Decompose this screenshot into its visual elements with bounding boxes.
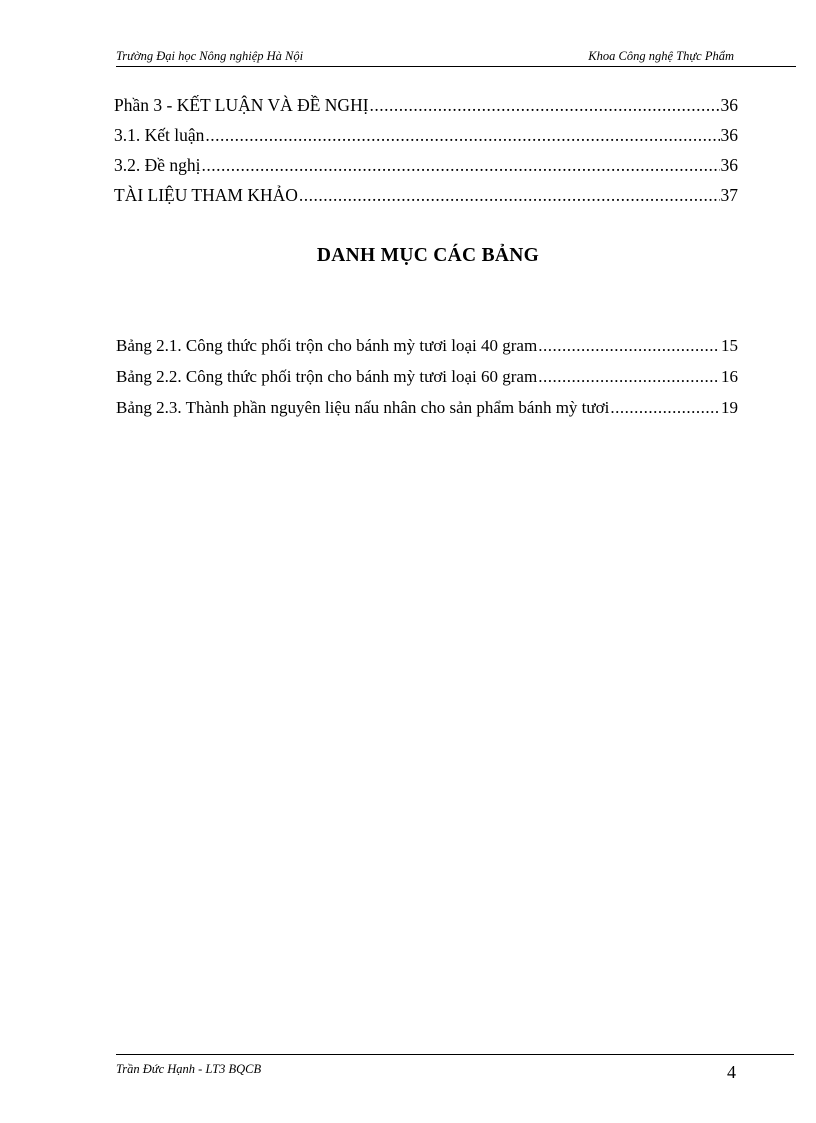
page-number: 4 [727,1062,736,1082]
table-entry-label: Bảng 2.3. Thành phần nguyên liệu nấu nhân cho sản phẩm bánh mỳ tươi [116,398,610,417]
dot-leader [205,125,719,146]
table-entry-label: Bảng 2.2. Công thức phối trộn cho bánh mỳ tươi loại 60 gram [116,367,538,386]
header-university: Trường Đại học Nông nghiệp Hà Nội [116,49,304,63]
dot-leader [538,336,720,356]
toc-entry-page: 36 [720,95,738,115]
toc-entry[interactable] [114,125,738,155]
toc-entry-page: 37 [720,185,738,205]
dot-leader [370,95,720,116]
table-of-contents [114,95,738,215]
section-title: DANH MỤC CÁC BẢNG [316,245,540,266]
table-entry-label: Bảng 2.1. Công thức phối trộn cho bánh mỳ tươi loại 40 gram [116,336,538,355]
header-faculty: Khoa Công nghệ Thực Phẩm [588,49,734,63]
dot-leader [299,185,720,206]
toc-entry-label: TÀI LIỆU THAM KHẢO [114,185,298,205]
table-list-entry[interactable] [116,398,738,429]
toc-entry[interactable] [114,155,738,185]
list-of-tables [116,336,738,429]
table-entry-page: 16 [721,367,738,386]
toc-entry-label: Phần 3 - KẾT LUẬN VÀ ĐỀ NGHỊ [114,95,369,115]
page-footer [116,1054,794,1082]
toc-entry-page: 36 [720,125,738,145]
toc-entry-label: 3.1. Kết luận [114,125,205,145]
dot-leader [610,398,720,418]
dot-leader [202,155,720,176]
toc-entry-label: 3.2. Đề nghị [114,155,201,175]
table-list-entry[interactable] [116,336,738,367]
page-header [116,48,796,67]
toc-entry-page: 36 [720,155,738,175]
table-entry-page: 19 [721,398,738,417]
footer-author: Trần Đức Hạnh - LT3 BQCB [116,1062,262,1076]
toc-entry[interactable] [114,95,738,125]
dot-leader [538,367,720,387]
table-entry-page: 15 [721,336,738,355]
table-list-entry[interactable] [116,367,738,398]
toc-entry[interactable] [114,185,738,215]
